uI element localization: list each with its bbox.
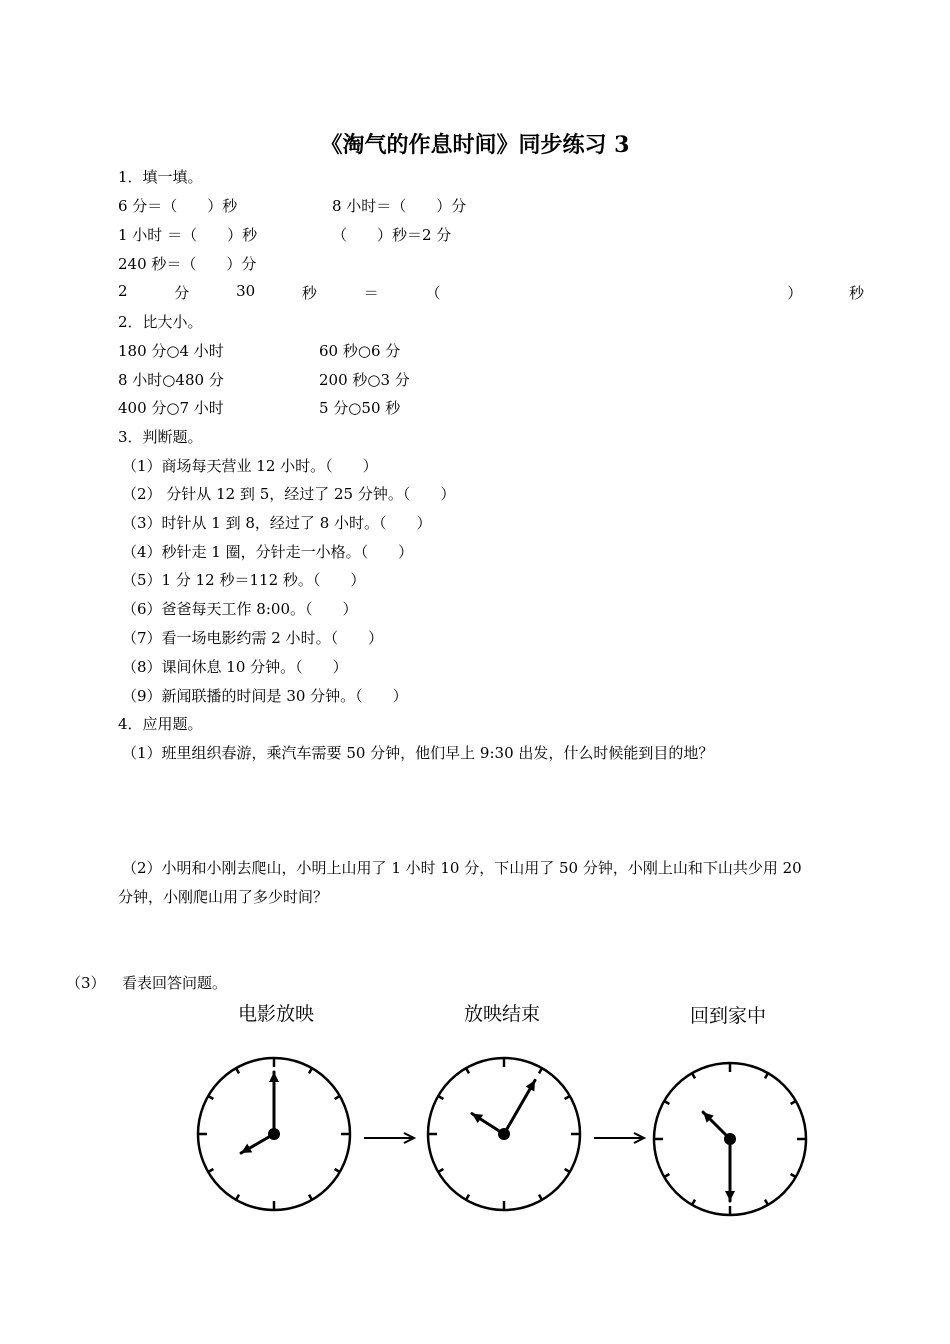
fill-token: ＝ [363,284,379,302]
clock-face-movie-end [424,1054,584,1214]
clock-label-home: 回到家中 [689,1005,766,1027]
compare-item: 8 小时○480 分 [118,371,224,389]
clock-center [498,1128,510,1140]
fill-token: 分 [174,284,190,302]
judge-item: （8）课间休息 10 分钟。（ ） [122,658,348,676]
judge-item: （4）秒针走 1 圈，分针走一小格。（ ） [122,543,414,561]
clock-label-movie-start: 电影放映 [237,1003,314,1025]
page-title: 《淘气的作息时间》同步练习 3 [320,132,630,158]
judge-item: （3）时针从 1 到 8，经过了 8 小时。（ ） [122,514,432,532]
fill-token: 30 [236,282,256,300]
section4-heading: 4．应用题。 [118,715,203,733]
arrow-right-icon [362,1130,418,1146]
fill-token: （ [425,284,441,302]
judge-item: （6）爸爸每天工作 8:00。（ ） [122,600,358,618]
compare-item: 200 秒○3 分 [319,371,410,389]
fill-token: 2 [118,282,128,300]
fill-token: 秒 [848,284,864,302]
fill-item: 1 小时 ＝（ ）秒 [118,226,258,244]
clock-face-home [650,1059,810,1219]
fill-item: 240 秒＝（ ）分 [118,255,257,273]
section3-heading: 3．判断题。 [118,428,203,446]
judge-item: （7）看一场电影约需 2 小时。（ ） [122,629,384,647]
word-problem-1: （1）班里组织春游，乘汽车需要 50 分钟，他们早上 9:30 出发，什么时候能到目的地？ [122,744,714,762]
clock-face-movie-start [194,1054,354,1214]
compare-item: 180 分○4 小时 [118,342,224,360]
section1-heading: 1．填一填。 [118,168,203,186]
fill-item: 8 小时＝（ ）分 [332,197,467,215]
clock-center [268,1128,280,1140]
fill-token: ） [787,284,803,302]
word-problem-3-number: （3） [66,974,106,992]
judge-item: （9）新闻联播的时间是 30 分钟。（ ） [122,687,408,705]
word-problem-3: 看表回答问题。 [122,974,228,992]
fill-item-justified [118,282,864,303]
compare-item: 60 秒○6 分 [319,342,401,360]
judge-item: （5）1 分 12 秒＝112 秒。（ ） [122,571,366,589]
compare-item: 400 分○7 小时 [118,399,224,417]
fill-item: （ ）秒＝2 分 [332,226,452,244]
fill-token: 秒 [301,284,317,302]
clock-label-movie-end: 放映结束 [463,1003,540,1025]
judge-item: （1）商场每天营业 12 小时。（ ） [122,457,378,475]
fill-item: 6 分＝（ ）秒 [118,197,238,215]
clock-center [724,1133,736,1145]
word-problem-2-cont: 分钟，小刚爬山用了多少时间？ [118,888,329,906]
arrow-right-icon [592,1130,648,1146]
word-problem-2: （2）小明和小刚去爬山，小明上山用了 1 小时 10 分，下山用了 50 分钟，小刚上山和下山共少用 20 [122,859,802,877]
judge-item: （2） 分针从 12 到 5，经过了 25 分钟。（ ） [122,485,456,503]
section2-heading: 2．比大小。 [118,313,203,331]
compare-item: 5 分○50 秒 [319,399,401,417]
